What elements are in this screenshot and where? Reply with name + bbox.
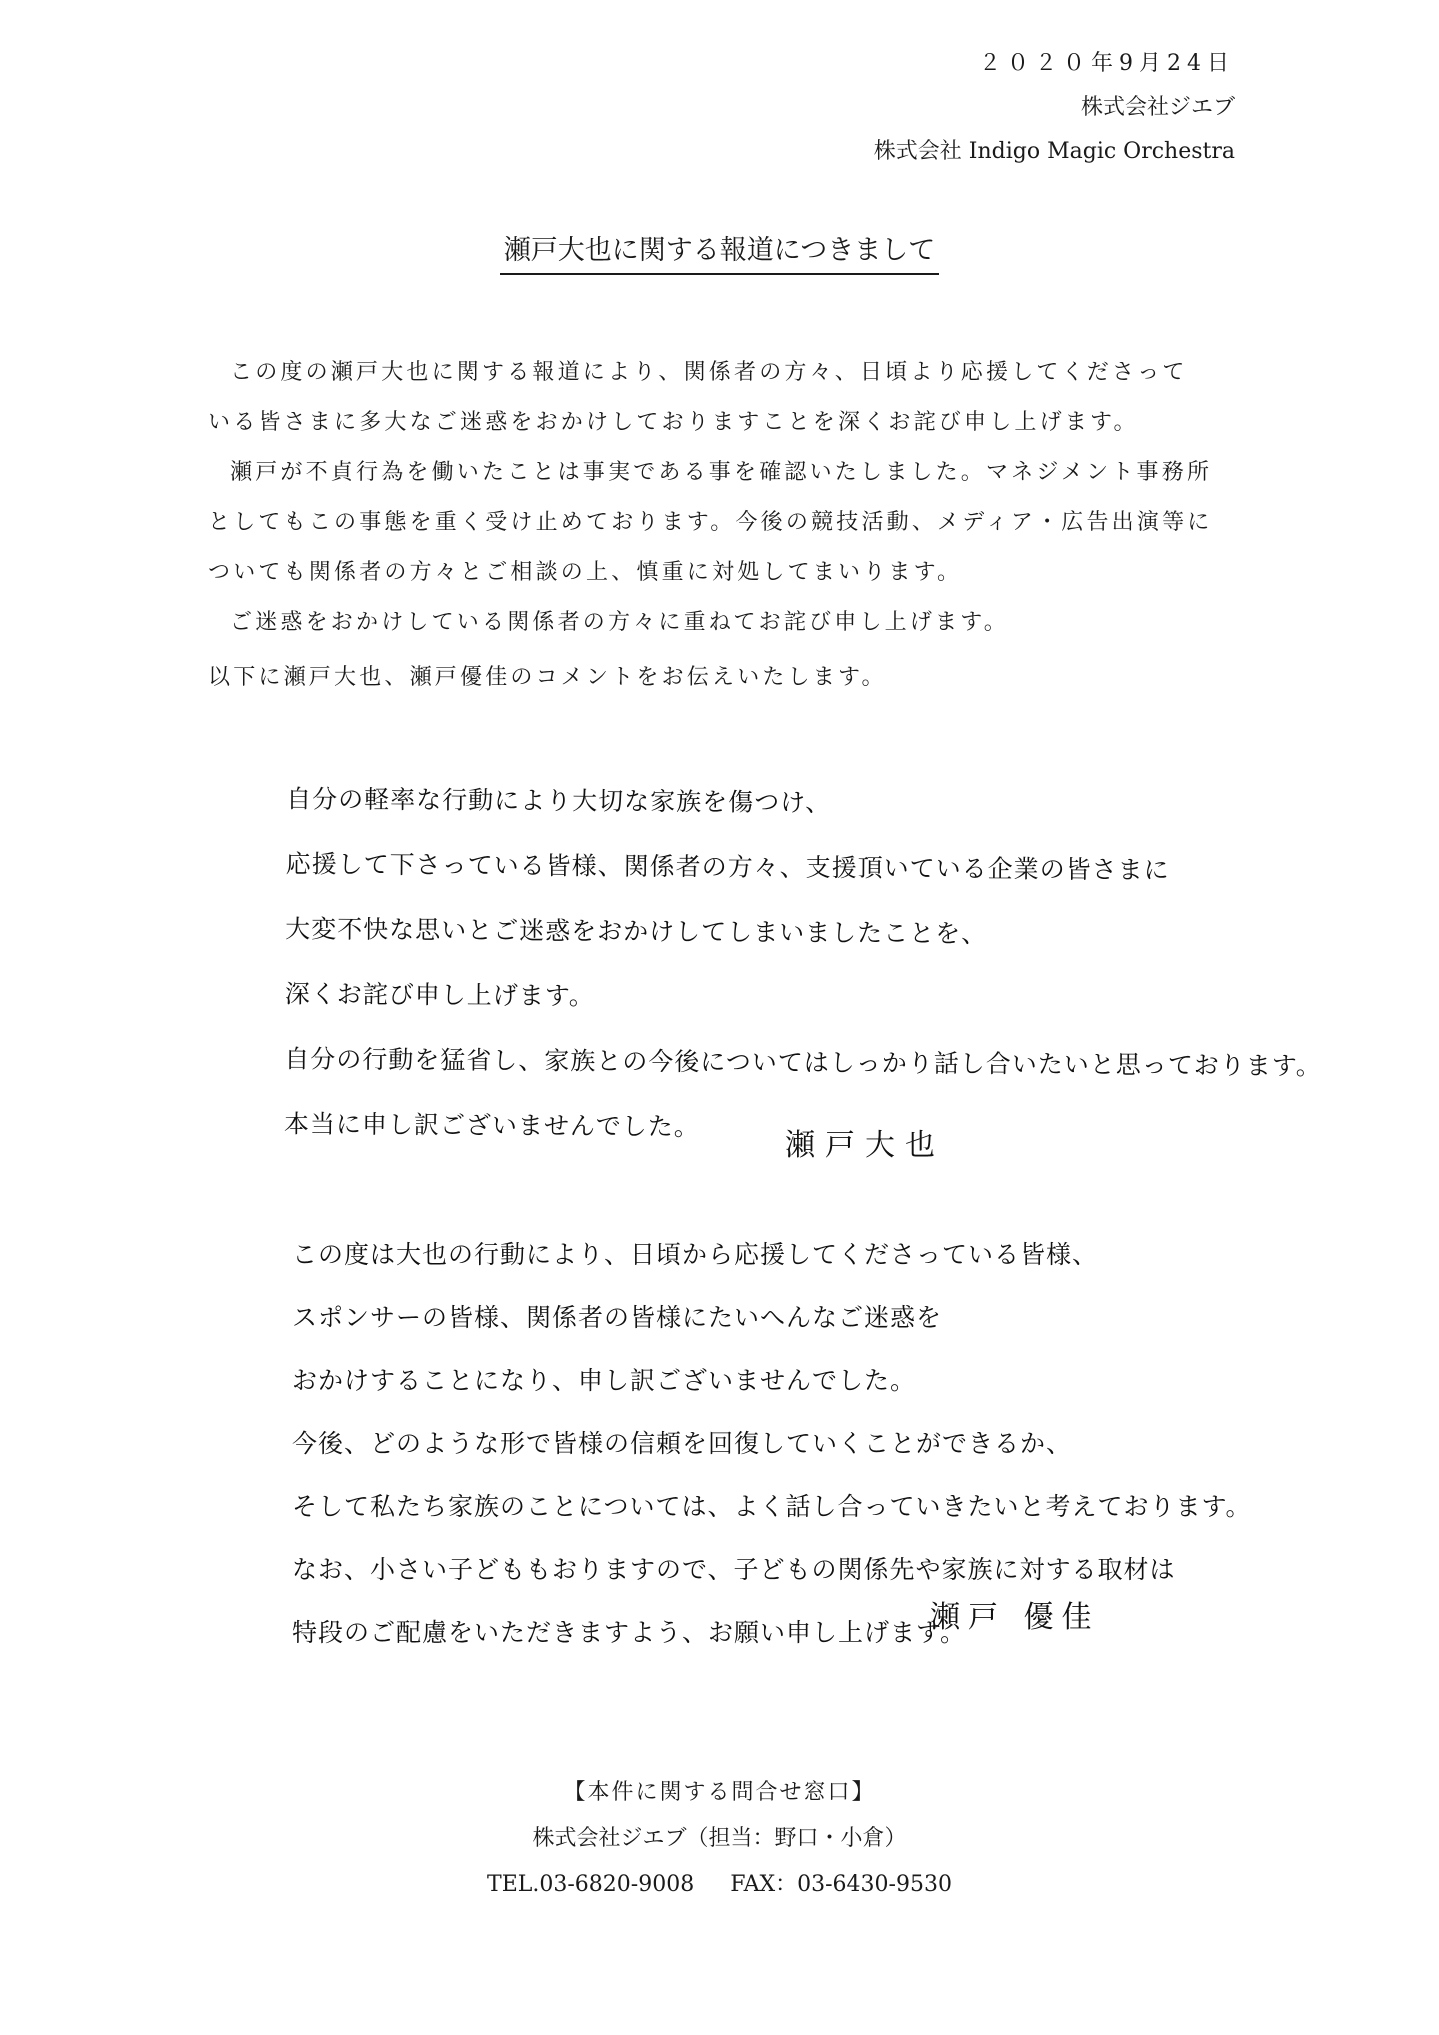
document-date: ２０２０年9月24日	[979, 51, 1235, 76]
comments-intro: 以下に瀬戸大也、瀬戸優佳のコメントをお伝えいたします。	[208, 665, 887, 690]
signature-daiya: 瀬戸大也	[785, 1128, 945, 1163]
document-title-text: 瀬戸大也に関する報道につきまして	[500, 228, 939, 275]
comment1-line: 自分の軽率な行動により大切な家族を傷つけ、	[286, 784, 832, 818]
issuer-company-1: 株式会社ジエブ	[1080, 95, 1235, 120]
contact-tel: TEL.03-6820-9008	[487, 1872, 695, 1897]
comment2-line: 特段のご配慮をいただきますよう、お願い申し上げます。	[292, 1618, 967, 1647]
signature-yuka: 瀬戸 優佳	[930, 1600, 1100, 1635]
handwritten-comment-yuka	[292, 1223, 1252, 1664]
comment1-line: 自分の行動を猛省し、家族との今後についてはしっかり話し合いたいと思っております。	[284, 1044, 1322, 1081]
body-paragraph-3-line-1: ご迷惑をおかけしている関係者の方々に重ねてお詫び申し上げます。	[230, 610, 1009, 635]
comment2-line: スポンサーの皆様、関係者の皆様にたいへんなご迷惑を	[292, 1303, 943, 1332]
handwritten-comment-daiya	[284, 766, 1324, 1163]
contact-numbers	[0, 1862, 1439, 1908]
comment2-line: そして私たち家族のことについては、よく話し合っていきたいと考えております。	[292, 1492, 1252, 1521]
contact-company: 株式会社ジエブ（担当：野口・小倉）	[532, 1826, 907, 1851]
comment2-line: なお、小さい子どももおりますので、子どもの関係先や家族に対する取材は	[292, 1555, 1176, 1584]
document-title	[0, 228, 1439, 275]
comment1-line: 応援して下さっている皆様、関係者の方々、支援頂いている企業の皆さまに	[285, 849, 1170, 885]
body-paragraph-2-line-3: ついても関係者の方々とご相談の上、慎重に対処してまいります。	[208, 560, 963, 585]
statement-body	[208, 348, 1238, 648]
body-paragraph-1-line-2: いる皆さまに多大なご迷惑をおかけしておりますことを深くお詫び申し上げます。	[208, 410, 1139, 435]
comment2-line: おかけすることになり、申し訳ございませんでした。	[292, 1366, 917, 1395]
comment2-line: 今後、どのような形で皆様の信頼を回復していくことができるか、	[292, 1429, 1073, 1458]
body-paragraph-2-line-1: 瀬戸が不貞行為を働いたことは事実である事を確認いたしました。マネジメント事務所	[230, 460, 1213, 485]
contact-title: 【本件に関する問合せ窓口】	[563, 1780, 876, 1805]
body-paragraph-2-line-2: としてもこの事態を重く受け止めております。今後の競技活動、メディア・広告出演等に	[208, 510, 1213, 535]
comment1-line: 本当に申し訳ございませんでした。	[283, 1109, 700, 1142]
comment1-line: 深くお詫び申し上げます。	[284, 979, 595, 1011]
contact-block	[0, 1770, 1439, 1908]
contact-fax: FAX：03-6430-9530	[730, 1872, 952, 1897]
comment2-line: この度は大也の行動により、日頃から応援してくださっている皆様、	[292, 1240, 1099, 1269]
body-paragraph-1-line-1: この度の瀬戸大也に関する報道により、関係者の方々、日頃より応援してくださって	[230, 360, 1188, 385]
document-header	[874, 42, 1235, 174]
comment1-line: 大変不快な思いとご迷惑をおかけしてしまいましたことを、	[285, 914, 988, 949]
issuer-company-2: 株式会社 Indigo Magic Orchestra	[873, 139, 1235, 164]
